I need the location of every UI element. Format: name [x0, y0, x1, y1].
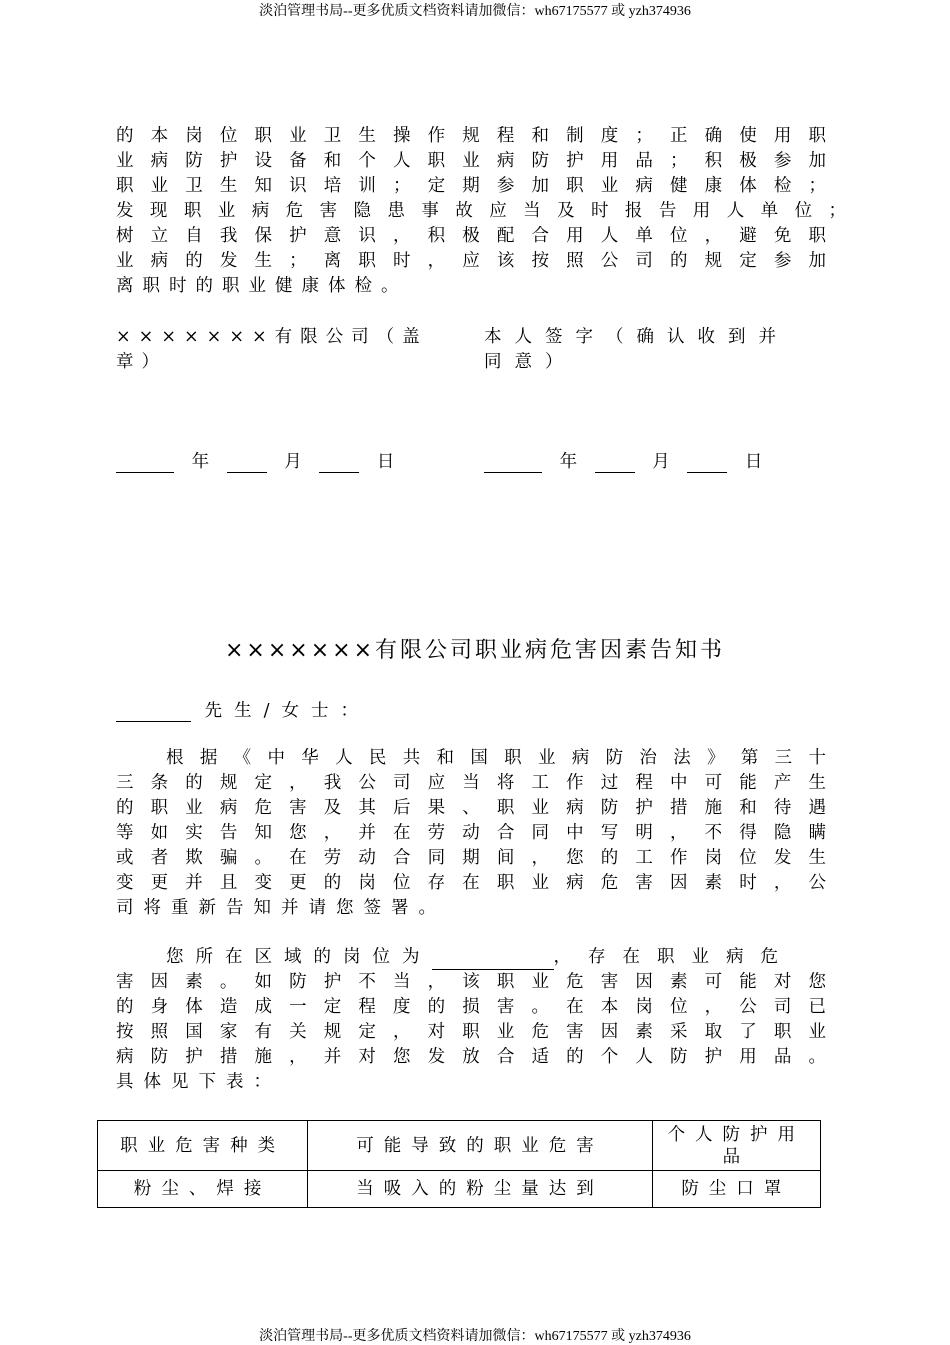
intro-paragraph	[116, 124, 846, 299]
intro-line: 业病防护设备和个人职业病防护用品；积极参加	[116, 151, 826, 171]
para1-line: 司将重新告知并请您签署。	[116, 898, 446, 918]
table-row	[98, 1171, 821, 1208]
person-date-line: 年 月 日	[484, 448, 774, 473]
para2-first-line: 您所在区域的岗位为 ，存在职业病危	[116, 945, 826, 970]
para1-line: 三条的规定，我公司应当将工作过程中可能产生	[116, 773, 826, 793]
intro-line: 职业卫生知识培训；定期参加职业病健康体检；	[116, 176, 826, 196]
name-blank[interactable]	[116, 721, 191, 722]
para1-line: 等如实告知您，并在劳动合同中写明，不得隐瞒	[116, 823, 826, 843]
company-seal-label: ×××××××有限公司（盖	[116, 327, 428, 347]
year-blank[interactable]	[484, 472, 542, 473]
salutation: 先生/女士：	[204, 701, 370, 721]
year-blank[interactable]	[116, 472, 174, 473]
para2-line: 病防护措施，并对您发放合适的个人防护用品。	[116, 1047, 826, 1067]
intro-line: 树立自我保护意识，积极配合用人单位，避免职	[116, 226, 826, 246]
person-sign-label: 本人签字（确认收到并	[484, 327, 789, 347]
para2-line: 害因素。如防护不当，该职业危害因素可能对您	[116, 972, 826, 992]
notice-paragraph-1	[116, 746, 826, 921]
day-blank[interactable]	[319, 472, 359, 473]
company-date-line: 年 月 日	[116, 448, 406, 473]
month-blank[interactable]	[595, 472, 635, 473]
notice-title: ×××××××有限公司职业病危害因素告知书	[224, 638, 726, 663]
table-header: 可能导致的职业危害	[308, 1121, 652, 1171]
company-seal-label-cont: 章）	[116, 352, 167, 372]
intro-line: 的本岗位职业卫生操作规程和制度；正确使用职	[116, 126, 826, 146]
table-cell: 当吸入的粉尘量达到	[308, 1171, 652, 1208]
table-header: 职业危害种类	[98, 1121, 308, 1171]
page-footer: 淡泊管理书局--更多优质文档资料请加微信：wh67175577 或 yzh374936	[259, 1329, 691, 1344]
person-sign-label-cont: 同意）	[484, 352, 576, 372]
para1-line: 根据《中华人民共和国职业病防治法》第三十	[166, 748, 826, 768]
para2-line: 的身体造成一定程度的损害。在本岗位，公司已	[116, 997, 826, 1017]
table-cell: 粉尘、焊接	[98, 1171, 308, 1208]
para2-line: 按照国家有关规定，对职业危害因素采取了职业	[116, 1022, 826, 1042]
salutation-line	[116, 697, 370, 722]
intro-line: 业病的发生；离职时，应该按照公司的规定参加	[116, 251, 826, 271]
para2-line: 具体见下表：	[116, 1072, 281, 1092]
table-header: 个人防护用品	[652, 1121, 820, 1171]
table-cell: 防尘口罩	[652, 1171, 820, 1208]
hazard-table	[97, 1120, 821, 1208]
table-header-row	[98, 1121, 821, 1171]
para1-line: 变更并且变更的岗位存在职业病危害因素时，公	[116, 873, 826, 893]
intro-line: 离职时的职业健康体检。	[116, 276, 408, 296]
notice-paragraph-2	[116, 945, 826, 1095]
month-blank[interactable]	[227, 472, 267, 473]
day-blank[interactable]	[687, 472, 727, 473]
para1-line: 的职业病危害及其后果、职业病防护措施和待遇	[116, 798, 826, 818]
para1-line: 或者欺骗。在劳动合同期间，您的工作岗位发生	[116, 848, 826, 868]
intro-line: 发现职业病危害隐患事故应当及时报告用人单位；	[116, 201, 846, 221]
post-blank[interactable]	[432, 949, 554, 970]
page-header: 淡泊管理书局--更多优质文档资料请加微信：wh67175577 或 yzh374936	[259, 4, 691, 19]
